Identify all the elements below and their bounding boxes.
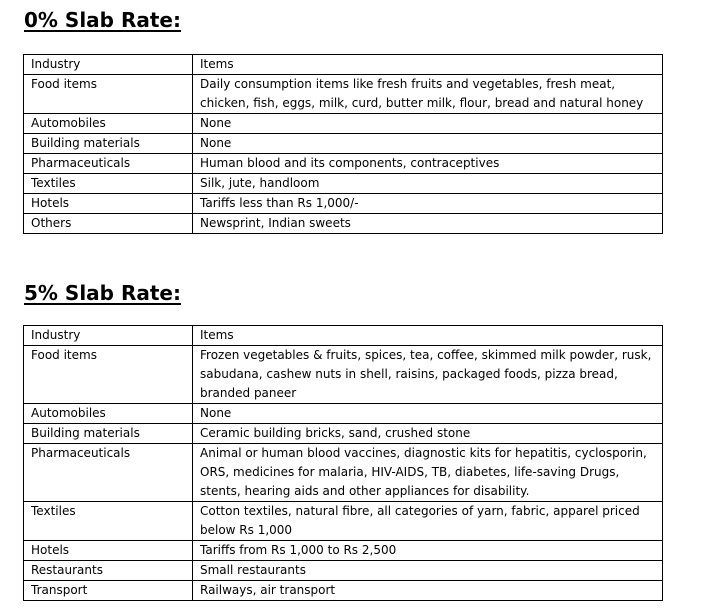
table-row xyxy=(24,214,663,234)
items-cell: Silk, jute, handloom xyxy=(193,174,663,194)
items-cell: Tariffs less than Rs 1,000/- xyxy=(193,194,663,214)
table-row xyxy=(24,114,663,134)
items-cell: None xyxy=(193,114,663,134)
slab-5-table xyxy=(23,325,663,601)
table-row xyxy=(24,502,663,541)
industry-cell: Automobiles xyxy=(24,114,193,134)
industry-cell: Pharmaceuticals xyxy=(24,444,193,502)
table-row xyxy=(24,424,663,444)
header-industry: Industry xyxy=(24,326,193,346)
items-cell: Daily consumption items like fresh fruits and vegetables, fresh meat, chicken, fish, eggs, milk, curd, butter milk, flour, bread and natural honey xyxy=(193,75,663,114)
items-cell: Tariffs from Rs 1,000 to Rs 2,500 xyxy=(193,541,663,561)
items-cell: None xyxy=(193,134,663,154)
table-row xyxy=(24,561,663,581)
table-row xyxy=(24,75,663,114)
header-items: Items xyxy=(193,326,663,346)
table-row xyxy=(24,404,663,424)
table-row xyxy=(24,154,663,174)
table-row xyxy=(24,346,663,404)
items-cell: Human blood and its components, contraceptives xyxy=(193,154,663,174)
table-header-row xyxy=(24,55,663,75)
items-cell: Cotton textiles, natural fibre, all categories of yarn, fabric, apparel priced below Rs 1,000 xyxy=(193,502,663,541)
industry-cell: Transport xyxy=(24,581,193,601)
industry-cell: Others xyxy=(24,214,193,234)
table-row xyxy=(24,541,663,561)
items-cell: Railways, air transport xyxy=(193,581,663,601)
items-cell: None xyxy=(193,404,663,424)
industry-cell: Building materials xyxy=(24,134,193,154)
items-cell: Newsprint, Indian sweets xyxy=(193,214,663,234)
industry-cell: Food items xyxy=(24,75,193,114)
slab-0-title: 0% Slab Rate: xyxy=(24,8,181,32)
items-cell: Frozen vegetables & fruits, spices, tea, coffee, skimmed milk powder, rusk, sabudana, cashew nuts in shell, raisins, packaged foods, pizza bread, branded paneer xyxy=(193,346,663,404)
industry-cell: Pharmaceuticals xyxy=(24,154,193,174)
items-cell: Animal or human blood vaccines, diagnostic kits for hepatitis, cyclosporin, ORS, medicines for malaria, HIV-AIDS, TB, diabetes, life-saving Drugs, stents, hearing aids and other appliances for disability. xyxy=(193,444,663,502)
slab-5-title: 5% Slab Rate: xyxy=(24,281,181,305)
table-row xyxy=(24,134,663,154)
industry-cell: Textiles xyxy=(24,502,193,541)
table-row xyxy=(24,174,663,194)
items-cell: Small restaurants xyxy=(193,561,663,581)
industry-cell: Hotels xyxy=(24,541,193,561)
industry-cell: Automobiles xyxy=(24,404,193,424)
table-row xyxy=(24,444,663,502)
header-industry: Industry xyxy=(24,55,193,75)
slab-0-table xyxy=(23,54,663,234)
industry-cell: Building materials xyxy=(24,424,193,444)
table-header-row xyxy=(24,326,663,346)
table-row xyxy=(24,581,663,601)
header-items: Items xyxy=(193,55,663,75)
industry-cell: Hotels xyxy=(24,194,193,214)
industry-cell: Textiles xyxy=(24,174,193,194)
table-row xyxy=(24,194,663,214)
industry-cell: Food items xyxy=(24,346,193,404)
items-cell: Ceramic building bricks, sand, crushed stone xyxy=(193,424,663,444)
industry-cell: Restaurants xyxy=(24,561,193,581)
